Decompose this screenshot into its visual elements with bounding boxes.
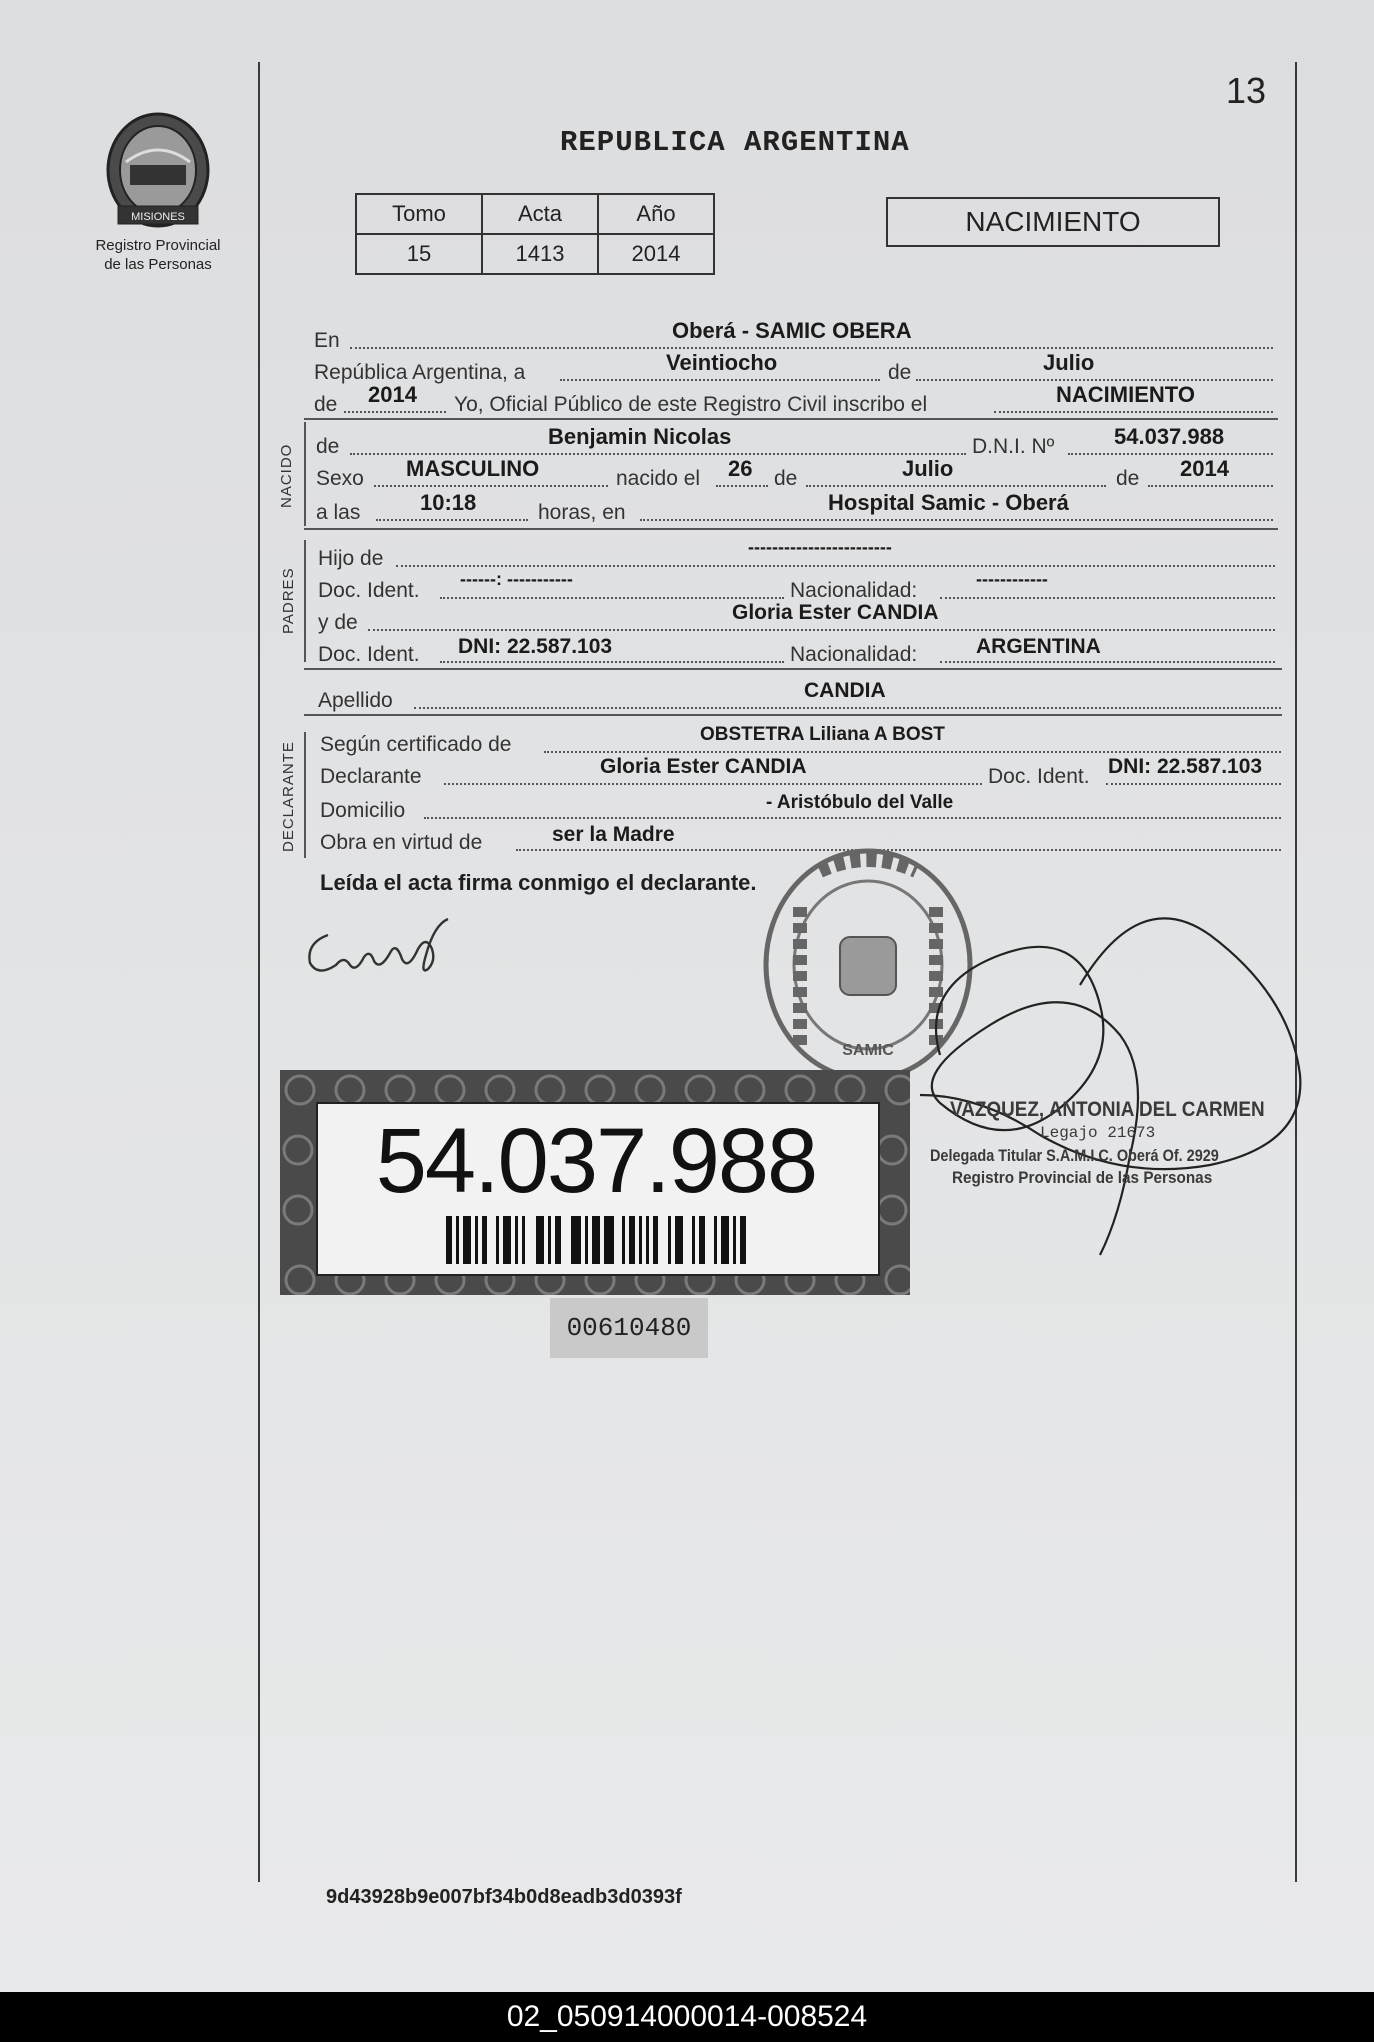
dotted-leader bbox=[940, 597, 1275, 599]
mother-nat-label: Nacionalidad: bbox=[790, 643, 918, 666]
father-doc-label: Doc. Ident. bbox=[318, 579, 420, 602]
month-value: Julio bbox=[1043, 350, 1095, 375]
dotted-leader bbox=[440, 661, 784, 663]
closing-statement: Leída el acta firma conmigo el declarante. bbox=[320, 870, 757, 895]
father-nat-label: Nacionalidad: bbox=[790, 579, 918, 602]
svg-text:MISIONES: MISIONES bbox=[131, 211, 185, 223]
nacido-de-label: de bbox=[316, 435, 340, 458]
mother-nat-value: ARGENTINA bbox=[976, 635, 1101, 658]
anio-value: 2014 bbox=[598, 234, 714, 274]
official-role: Delegada Titular S.A.M.I.C. Oberá Of. 2929 bbox=[930, 1146, 1219, 1165]
apellido-value: CANDIA bbox=[804, 679, 886, 702]
official-name: VAZQUEZ, ANTONIA DEL CARMEN bbox=[950, 1098, 1265, 1121]
registry-table bbox=[355, 193, 715, 275]
dotted-leader bbox=[374, 485, 608, 487]
obra-value: ser la Madre bbox=[552, 823, 675, 846]
dotted-leader bbox=[1106, 783, 1281, 785]
declarante-value: Gloria Ester CANDIA bbox=[600, 755, 807, 778]
birth-day-value: 26 bbox=[728, 456, 753, 481]
official-legajo: Legajo 21673 bbox=[1040, 1124, 1156, 1142]
padres-bar bbox=[304, 540, 306, 662]
father-doc-value: ------: ----------- bbox=[460, 569, 573, 589]
nacido-el-label: nacido el bbox=[616, 467, 701, 490]
dotted-leader bbox=[414, 707, 1281, 709]
dni-label: D.N.I. Nº bbox=[972, 435, 1055, 458]
dotted-leader bbox=[440, 597, 784, 599]
separator bbox=[304, 668, 1282, 670]
declarante-label-text: Declarante bbox=[320, 765, 422, 788]
acta-header: Acta bbox=[482, 194, 598, 234]
time-value: 10:18 bbox=[420, 490, 477, 515]
dotted-leader bbox=[444, 783, 982, 785]
declarante-label: DECLARANTE bbox=[280, 741, 297, 852]
dotted-leader bbox=[344, 411, 446, 413]
svg-text:SAMIC: SAMIC bbox=[842, 1042, 894, 1059]
dotted-leader bbox=[916, 379, 1273, 381]
separator bbox=[304, 528, 1278, 530]
sexo-label: Sexo bbox=[316, 467, 364, 490]
de-birth-month-label: de bbox=[774, 467, 798, 490]
horas-label: horas, en bbox=[538, 501, 626, 524]
apellido-label: Apellido bbox=[318, 689, 393, 712]
barcode-number: 54.037.988 bbox=[375, 1110, 817, 1212]
page-number: 13 bbox=[1226, 70, 1267, 111]
separator bbox=[304, 714, 1282, 716]
barcode-panel bbox=[316, 1102, 880, 1276]
anio-header: Año bbox=[598, 194, 714, 234]
en-label: En bbox=[314, 329, 340, 352]
act-value: NACIMIENTO bbox=[1056, 382, 1195, 407]
record-type-box: NACIMIENTO bbox=[886, 197, 1220, 247]
republica-label: República Argentina, a bbox=[314, 361, 526, 384]
segun-label: Según certificado de bbox=[320, 733, 512, 756]
official-org: Registro Provincial de las Personas bbox=[952, 1168, 1213, 1187]
hospital-value: Hospital Samic - Oberá bbox=[828, 490, 1069, 515]
oficial-text: Yo, Oficial Público de este Registro Civil inscribo el bbox=[454, 393, 928, 416]
day-word-value: Veintiocho bbox=[666, 350, 778, 375]
de-label: de bbox=[888, 361, 912, 384]
dotted-leader bbox=[1148, 485, 1273, 487]
mother-value: Gloria Ester CANDIA bbox=[732, 601, 939, 624]
domicilio-label: Domicilio bbox=[320, 799, 406, 822]
acta-value: 1413 bbox=[482, 234, 598, 274]
barcode-label bbox=[280, 1070, 910, 1295]
tomo-value: 15 bbox=[356, 234, 482, 274]
dotted-leader bbox=[368, 629, 1275, 631]
declarante-bar bbox=[304, 732, 306, 858]
document-hash: 9d43928b9e007bf34b0d8eadb3d0393f bbox=[326, 1886, 682, 1908]
tomo-header: Tomo bbox=[356, 194, 482, 234]
de-birth-year-label: de bbox=[1116, 467, 1140, 490]
registry-logo bbox=[78, 110, 238, 274]
left-margin-line bbox=[258, 62, 260, 1882]
dotted-leader bbox=[560, 379, 880, 381]
mother-doc-label: Doc. Ident. bbox=[318, 643, 420, 666]
father-nat-value: ------------ bbox=[976, 569, 1048, 589]
birth-year-value: 2014 bbox=[1180, 456, 1229, 481]
sexo-value: MASCULINO bbox=[406, 456, 540, 481]
dotted-leader bbox=[806, 485, 1106, 487]
nacido-bar bbox=[304, 422, 306, 526]
provincial-seal-icon bbox=[98, 110, 218, 236]
padres-label: PADRES bbox=[280, 567, 297, 634]
dotted-leader bbox=[350, 347, 1273, 349]
scan-footer-id: 02_050914000014-008524 bbox=[0, 1992, 1374, 2042]
place-value: Oberá - SAMIC OBERA bbox=[672, 318, 912, 343]
dotted-leader bbox=[376, 519, 528, 521]
dotted-leader bbox=[544, 751, 1281, 753]
serial-number-label: 00610480 bbox=[550, 1298, 708, 1358]
declarante-doc-label: Doc. Ident. bbox=[988, 765, 1090, 788]
dotted-leader bbox=[640, 519, 1273, 521]
nacido-label: NACIDO bbox=[278, 443, 295, 508]
hijo-de-label: Hijo de bbox=[318, 547, 384, 570]
dni-value: 54.037.988 bbox=[1114, 424, 1225, 449]
barcode-bars bbox=[446, 1216, 746, 1264]
dotted-leader bbox=[994, 411, 1273, 413]
mother-doc-value: DNI: 22.587.103 bbox=[458, 635, 613, 658]
domicilio-value: - Aristóbulo del Valle bbox=[766, 792, 954, 813]
declarante-doc-value: DNI: 22.587.103 bbox=[1108, 755, 1263, 778]
dotted-leader bbox=[1068, 453, 1273, 455]
obra-label: Obra en virtud de bbox=[320, 831, 483, 854]
logo-caption-line2: de las Personas bbox=[104, 256, 212, 273]
dotted-leader bbox=[424, 817, 1281, 819]
declarant-signature bbox=[300, 905, 460, 985]
dotted-leader bbox=[350, 453, 966, 455]
document-title: REPUBLICA ARGENTINA bbox=[560, 126, 910, 159]
father-value: ------------------------ bbox=[748, 537, 892, 557]
y-de-label: y de bbox=[318, 611, 358, 634]
child-name-value: Benjamin Nicolas bbox=[548, 424, 732, 449]
birth-month-value: Julio bbox=[902, 456, 954, 481]
year-value: 2014 bbox=[368, 382, 417, 407]
dotted-leader bbox=[940, 661, 1275, 663]
a-las-label: a las bbox=[316, 501, 361, 524]
official-signature bbox=[880, 895, 1340, 1275]
separator bbox=[304, 418, 1278, 420]
de-year-label: de bbox=[314, 393, 338, 416]
dotted-leader bbox=[716, 485, 768, 487]
logo-caption-line1: Registro Provincial bbox=[95, 237, 221, 254]
certificado-value: OBSTETRA Liliana A BOST bbox=[700, 724, 945, 745]
